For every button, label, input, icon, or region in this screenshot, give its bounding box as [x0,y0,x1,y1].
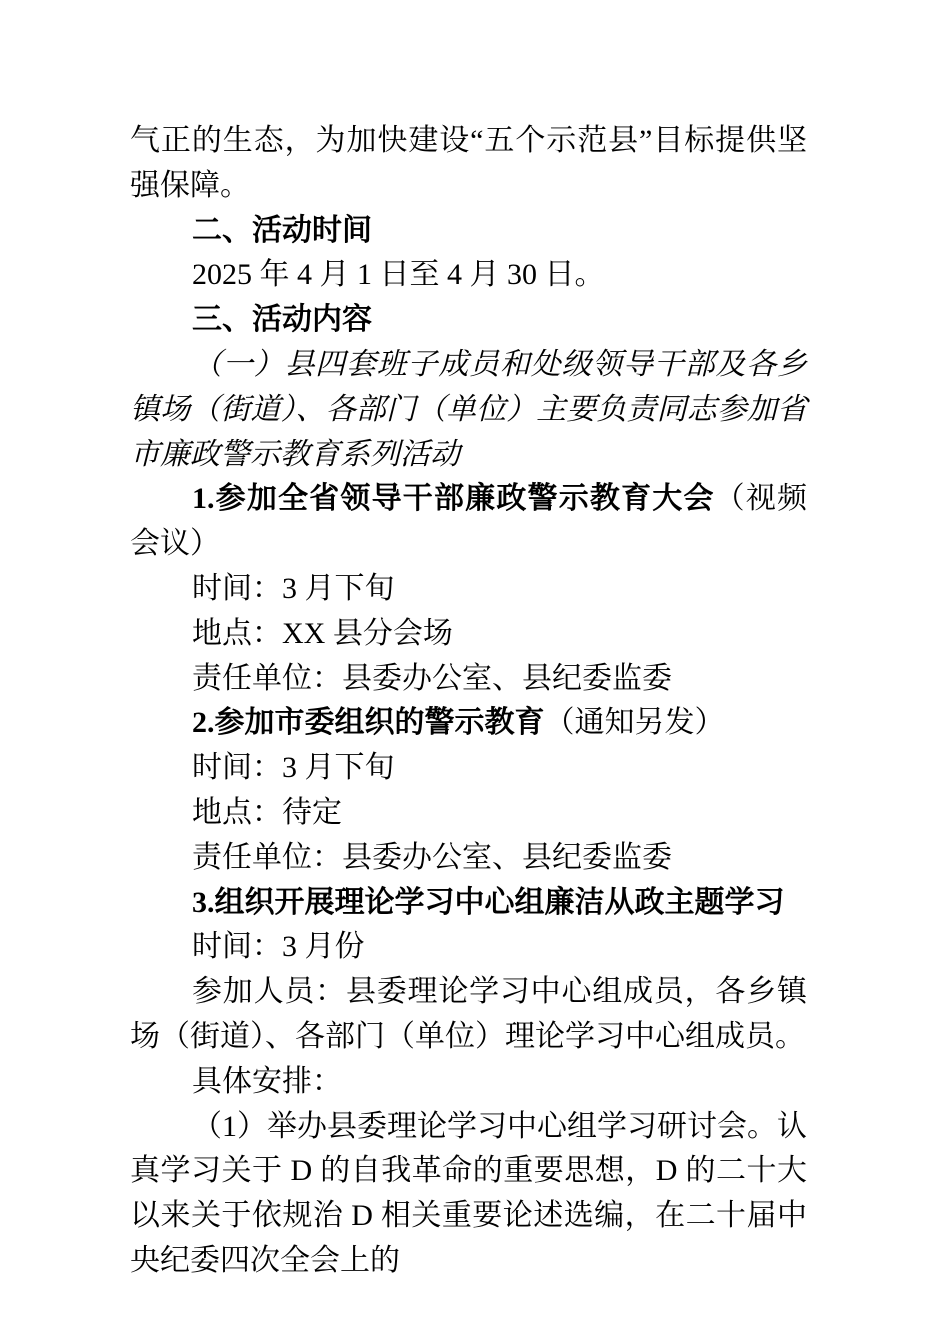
paragraph-item-3-participants [130,970,807,1060]
paragraph-item-2-title [130,701,807,746]
text-run: 责任单位：县委办公室、县纪委监委 [192,840,672,874]
paragraph-item-2-place [130,791,807,836]
paragraph-item-1-responsible-unit [130,657,807,702]
text-run: 地点：待定 [192,795,342,829]
paragraph-item-3-detail-1 [130,1105,807,1284]
text-run: 具体安排： [192,1064,342,1098]
paragraph-section-one-title [130,343,807,477]
paragraph-item-3-time [130,925,807,970]
paragraph-item-3-arrangement-label [130,1060,807,1105]
text-run: 时间：3 月份 [192,930,365,964]
text-run: （一）县四套班子成员和处级领导干部及各乡镇场（街道）、各部门（单位）主要负责同志参加省市廉政警示教育系列活动 [130,347,807,471]
paragraph-item-1-title [130,477,807,567]
paragraph-intro-continuation [130,119,807,209]
bold-text-run: 1.参加全省领导干部廉政警示教育大会 [192,482,715,516]
paragraph-item-1-place [130,612,807,657]
paragraph-item-2-responsible-unit [130,836,807,881]
text-run: 气正的生态，为加快建设“五个示范县”目标提供坚强保障。 [130,124,807,202]
paragraph-activity-time-value [130,253,807,298]
paragraph-heading-activity-content [130,298,807,343]
text-run: 时间：3 月下旬 [192,751,395,785]
text-run: 责任单位：县委办公室、县纪委监委 [192,661,672,695]
paragraph-heading-activity-time [130,209,807,254]
bold-text-run: 二、活动时间 [192,213,372,247]
paragraph-item-2-time [130,746,807,791]
document-content [130,119,807,1284]
text-run: 2025 年 4 月 1 日至 4 月 30 日。 [192,258,605,292]
paragraph-item-3-title [130,881,807,926]
text-run: 时间：3 月下旬 [192,571,395,605]
text-run: （通知另发） [544,706,725,740]
text-run: 参加人员：县委理论学习中心组成员，各乡镇场（街道）、各部门（单位）理论学习中心组成员。 [130,975,807,1053]
text-run: （视频会议） [130,482,808,561]
paragraph-item-1-time [130,567,807,612]
bold-text-run: 三、活动内容 [192,303,372,337]
bold-text-run: 3.组织开展理论学习中心组廉洁从政主题学习 [192,885,785,919]
text-run: 地点：XX 县分会场 [192,616,453,650]
text-run: （1）举办县委理论学习中心组学习研讨会。认真学习关于 D 的自我革命的重要思想，D 的二十大以来关于依规治 D 相关重要论述选编，在二十届中央纪委四次全会上的 [130,1109,807,1277]
bold-text-run: 2.参加市委组织的警示教育 [192,706,545,740]
